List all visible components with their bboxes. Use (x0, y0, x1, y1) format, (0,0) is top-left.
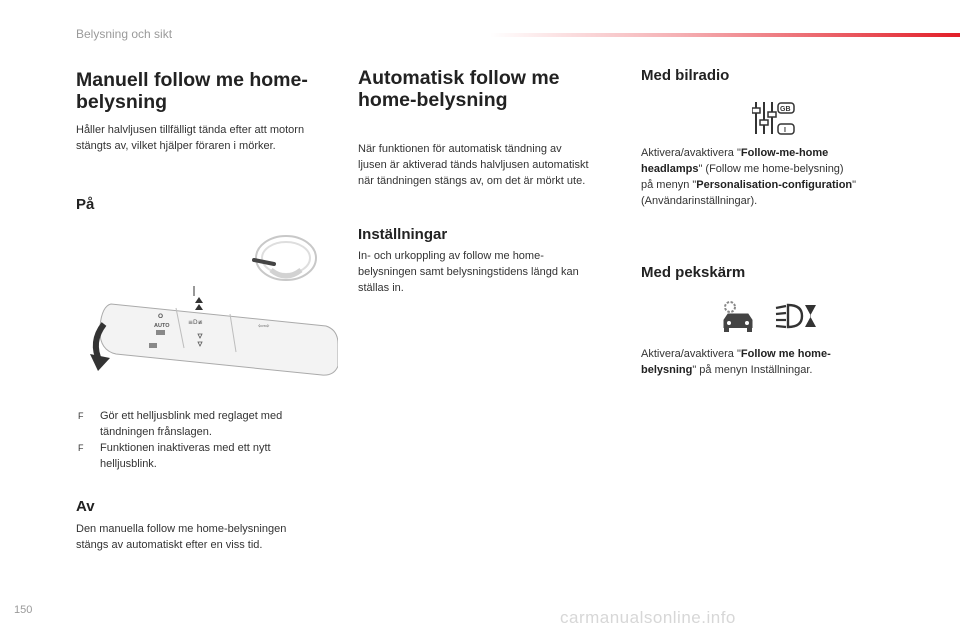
bullet-mark: F (78, 411, 84, 421)
stalk-body (100, 304, 338, 375)
auto-title-line1: Automatisk follow me (358, 67, 560, 89)
touch-l1-bold: Follow me home- (740, 348, 831, 360)
radio-settings-icon (752, 100, 796, 138)
auto-line1: När funktionen för automatisk tändning av (358, 143, 562, 155)
dipped-beam-icon (156, 330, 165, 335)
auto-text (358, 141, 628, 189)
radio-l1-pre: Aktivera/avaktivera " (641, 147, 741, 159)
touch-l1-pre: Aktivera/avaktivera " (641, 348, 741, 360)
stalk-label-o: O (158, 313, 164, 320)
auto-title-line2: home-belysning (358, 89, 508, 111)
manual-intro-line1: Håller halvljusen tillfälligt tända efter att motorn (76, 124, 305, 136)
section-title: Belysning och sikt (76, 27, 173, 41)
sidelight-icon (149, 343, 157, 348)
arrow-up-icon-2 (195, 297, 203, 303)
list-item (76, 440, 346, 472)
radio-l2-bold: headlamps (641, 163, 699, 175)
radio-l1-bold: Follow-me-home (740, 147, 829, 159)
radio-l2-post: " (Follow me home-belysning) (698, 163, 844, 175)
bullet-mark: F (78, 443, 84, 453)
list-item (76, 408, 346, 440)
radio-l4: (Användarinställningar). (641, 195, 758, 207)
on-heading: På (76, 196, 95, 213)
radio-heading: Med bilradio (641, 67, 730, 84)
light-stalk-diagram (76, 226, 338, 376)
page-number: 150 (14, 604, 33, 616)
watermark: carmanualsonline.info (560, 608, 736, 627)
manual-title-line1: Manuell follow me home- (76, 69, 308, 91)
settings-heading: Inställningar (358, 226, 448, 243)
bullet-2-line2: helljusblink. (100, 458, 157, 470)
car-settings-icon (718, 298, 758, 334)
info-badge: I (784, 127, 786, 134)
radio-l3-post: " (852, 179, 857, 191)
follow-me-home-icon (774, 302, 818, 330)
radio-l3-pre: på menyn " (641, 179, 697, 191)
stalk-label-auto: AUTO (154, 323, 170, 329)
radio-l3-bold: Personalisation-configuration (696, 179, 853, 191)
settings-line1: In- och urkoppling av follow me home- (358, 250, 544, 262)
touch-text (641, 346, 911, 378)
off-text (76, 521, 346, 553)
arrow-up-icon (195, 304, 203, 310)
manual-intro (76, 122, 346, 154)
auto-line3: när tändningen stängs av, om det är mörkt ute. (358, 175, 586, 187)
touch-l2-bold: belysning (641, 364, 693, 376)
headlamp-icon: ≡D≢ (188, 319, 203, 326)
manual-title (76, 69, 346, 113)
bullet-1-line1: Gör ett helljusblink med reglaget med (100, 410, 283, 422)
steering-wheel-icon (256, 236, 316, 280)
touch-l2-post: " på menyn Inställningar. (692, 364, 813, 376)
settings-line2: belysningen samt belysningstidens längd kan (358, 266, 579, 278)
instructions-list (76, 408, 346, 472)
header-accent-line (490, 33, 960, 37)
manual-title-line2: belysning (76, 91, 168, 113)
flash-icon: ⇦⇨ (258, 322, 270, 330)
manual-intro-line2: stängts av, vilket hjälper föraren i mörker. (76, 140, 276, 152)
auto-line2: ljusen är aktiverad tänds halvljusen automatiskt (358, 159, 589, 171)
bullet-1-line2: tändningen frånslagen. (100, 426, 212, 438)
touch-heading: Med pekskärm (641, 264, 746, 281)
off-heading: Av (76, 498, 95, 515)
auto-title (358, 67, 618, 111)
manual-section (76, 69, 346, 113)
language-badge: GB (780, 106, 791, 113)
settings-text (358, 248, 628, 296)
off-line1: Den manuella follow me home-belysningen (76, 523, 287, 535)
bullet-2-line1: Funktionen inaktiveras med ett nytt (100, 442, 271, 454)
radio-text (641, 145, 911, 209)
settings-line3: ställas in. (358, 282, 404, 294)
stalk-illustration (76, 226, 338, 376)
off-line2: stängs av automatiskt efter en viss tid. (76, 539, 263, 551)
